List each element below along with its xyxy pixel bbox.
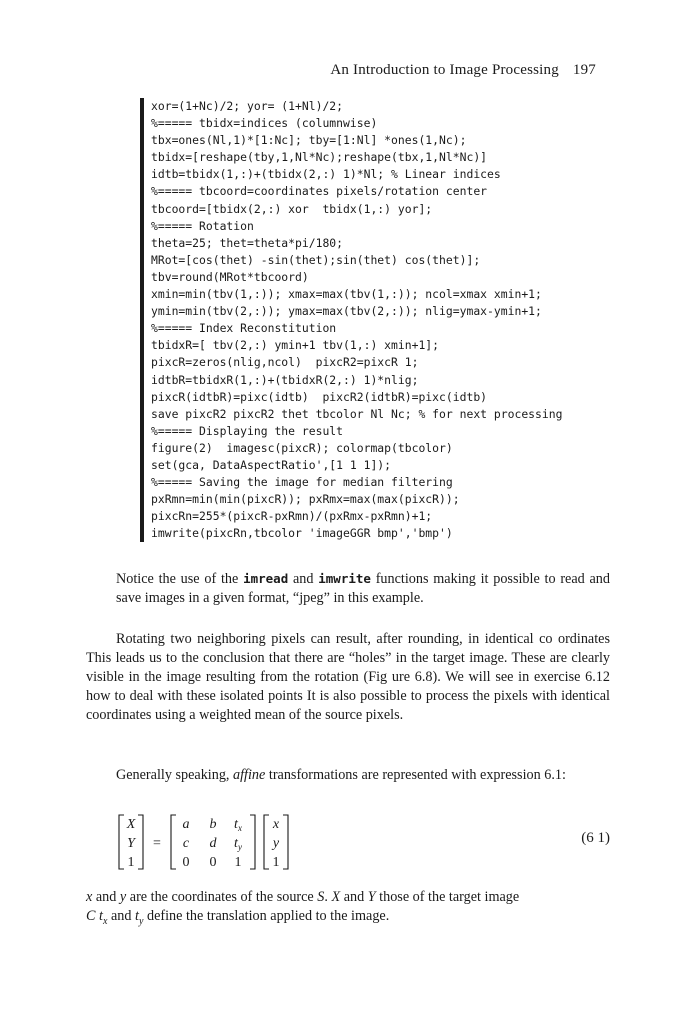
lhs-Y: Y <box>127 836 135 851</box>
rhs-1: 1 <box>272 855 280 870</box>
code-line: %===== Saving the image for median filtering <box>151 475 453 490</box>
var-Y: Y <box>367 889 376 905</box>
running-header <box>300 62 596 79</box>
code-line: tbcoord=[tbidx(2,:) xor tbidx(1,:) yor]; <box>151 201 433 216</box>
var-C: C <box>86 908 96 924</box>
code-line: idtbR=tbidxR(1,:)+(tbidxR(2,:) 1)*nlig; <box>151 372 419 387</box>
page-number: 197 <box>572 62 596 78</box>
code-line: MRot=[cos(thet) -sin(thet);sin(thet) cos(thet)]; <box>151 252 481 267</box>
inline-code-imread: imread <box>243 571 289 586</box>
text-target: those of the target image <box>375 889 520 905</box>
text-translation: define the translation applied to the image. <box>143 908 390 924</box>
header-title: An Introduction to Image Processing <box>330 62 559 78</box>
var-ty: t <box>135 908 139 924</box>
notice-paragraph <box>116 569 610 608</box>
code-line: save pixcR2 pixcR2 thet tbcolor Nl Nc; % for next processing <box>151 406 563 421</box>
lhs-1: 1 <box>127 855 135 870</box>
code-line: %===== Displaying the result <box>151 423 344 438</box>
code-line: pxRmn=min(min(pixcR)); pxRmx=max(max(pixcR)); <box>151 492 460 507</box>
rhs-y: y <box>272 836 280 851</box>
body-paragraph-affine <box>86 766 610 785</box>
var-tx: t <box>99 908 103 924</box>
equals-sign: = <box>153 836 161 851</box>
code-line: theta=25; thet=theta*pi/180; <box>151 235 344 250</box>
var-S: S <box>317 889 325 905</box>
lhs-X: X <box>126 817 136 832</box>
var-x: x <box>86 889 93 905</box>
matrix-a: a <box>182 817 190 832</box>
definition-line-1 <box>86 888 610 907</box>
code-line: pixcR=zeros(nlig,ncol) pixcR2=pixcR 1; <box>151 355 419 370</box>
sub-x: x <box>102 915 108 927</box>
notice-text-1: Notice the use of the <box>116 571 244 587</box>
code-line: %===== tbidx=indices (columnwise) <box>151 116 378 131</box>
code-line: tbidxR=[ tbv(2,:) ymin+1 tbv(1,:) xmin+1]; <box>151 338 440 353</box>
rhs-x: x <box>272 817 280 832</box>
code-line: %===== tbcoord=coordinates pixels/rotation center <box>151 184 488 199</box>
text-sep: . <box>324 889 332 905</box>
code-line: %===== Index Reconstitution <box>151 321 337 336</box>
notice-text-2: and <box>288 571 319 587</box>
affine-text-1: Generally speaking, <box>116 767 234 783</box>
matrix-c: c <box>182 836 190 851</box>
code-line: xmin=min(tbv(1,:)); xmax=max(tbv(1,:)); ncol=xmax xmin+1; <box>151 287 542 302</box>
text-and-1: and <box>92 889 120 905</box>
text-and-2: and <box>340 889 368 905</box>
code-line: pixcRn=255*(pixcR-pxRmn)/(pxRmx-pxRmn)+1; <box>151 509 433 524</box>
matrix-0b: 0 <box>209 855 217 870</box>
code-line: ymin=min(tbv(2,:)); ymax=max(tbv(2,:)); nlig=ymax-ymin+1; <box>151 304 542 319</box>
body-paragraph-holes <box>86 630 610 725</box>
matrix-d: d <box>209 836 217 851</box>
holes-text: Rotating two neighboring pixels can result, after rounding, in identical co ordinates This leads us to the conclusion that there are “holes” in the target image. These are clearly visible in the image resulting from the rotation (Fig ure 6.8). We will see in exercise 6.12 how to deal with these isolated points It is also possible to process the pixels with identical coordinates using a weighted mean of the source pixels. <box>86 631 610 723</box>
text-source: are the coordinates of the source <box>126 889 318 905</box>
affine-equation <box>116 812 610 872</box>
code-line: idtb=tbidx(1,:)+(tbidx(2,:) 1)*Nl; % Linear indices <box>151 167 501 182</box>
code-line: pixcR(idtbR)=pixc(idtb) pixcR2(idtbR)=pixc(idtb) <box>151 389 488 404</box>
code-line: set(gca, DataAspectRatio',[1 1 1]); <box>151 457 392 472</box>
code-line: %===== Rotation <box>151 218 254 233</box>
equation-number: (6 1) <box>581 830 610 846</box>
matrix-tx: $t_x$ <box>234 817 242 833</box>
var-y: y <box>119 889 127 905</box>
code-line: tbv=round(MRot*tbcoord) <box>151 269 309 284</box>
matrix-ty: $t_y$ <box>234 836 242 852</box>
code-line: figure(2) imagesc(pixcR); colormap(tbcolor) <box>151 440 453 455</box>
affine-italic: affine <box>233 767 266 783</box>
code-line: imwrite(pixcRn,tbcolor 'imageGGR bmp','bmp') <box>151 526 453 541</box>
code-listing <box>140 98 620 542</box>
matrix-1: 1 <box>234 855 242 870</box>
code-line: xor=(1+Nc)/2; yor= (1+Nl)/2; <box>151 99 344 113</box>
code-line: tbidx=[reshape(tby,1,Nl*Nc);reshape(tbx,1,Nl*Nc)] <box>151 150 488 165</box>
inline-code-imwrite: imwrite <box>318 571 371 586</box>
equation-matrices <box>116 812 536 872</box>
definition-line-2 <box>86 907 610 931</box>
affine-text-2: transformations are represented with expression 6.1: <box>265 767 566 783</box>
text-and-3: and <box>107 908 136 924</box>
matrix-0a: 0 <box>182 855 190 870</box>
code-line: tbx=ones(Nl,1)*[1:Nc]; tby=[1:Nl] *ones(1,Nc); <box>151 133 467 148</box>
matrix-b: b <box>209 817 217 832</box>
notice-text-3: functions making it possible to read and save images in a given format, “jpeg” in this example. <box>116 571 610 606</box>
var-X: X <box>331 889 341 905</box>
sub-y: y <box>138 915 144 927</box>
